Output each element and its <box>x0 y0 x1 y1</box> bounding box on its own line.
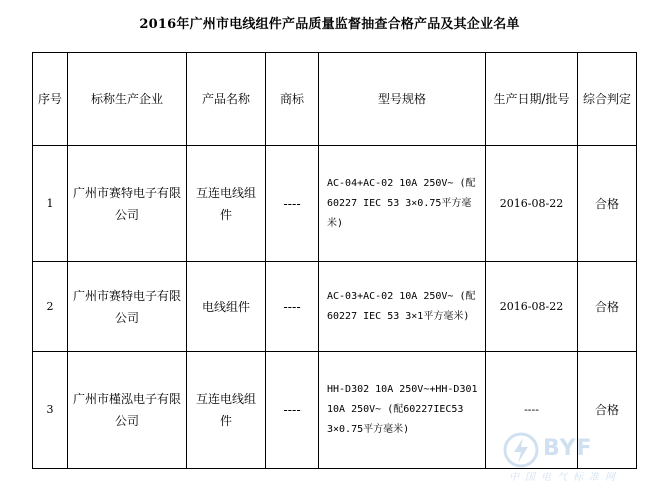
watermark-logo <box>497 426 657 486</box>
cell-brand: ---- <box>266 262 319 352</box>
header-verdict: 综合判定 <box>578 53 637 146</box>
watermark-sub-text: 中国电气标准网 <box>509 472 621 483</box>
qualified-products-table <box>32 52 637 469</box>
cell-company: 广州市槿泓电子有限公司 <box>68 352 187 469</box>
cell-verdict: 合格 <box>578 146 637 262</box>
cell-brand: ---- <box>266 146 319 262</box>
header-product: 产品名称 <box>187 53 266 146</box>
table-row <box>33 262 637 352</box>
watermark-logo-text: BYF <box>543 436 593 461</box>
bolt-circle-icon <box>501 430 541 470</box>
cell-product: 电线组件 <box>187 262 266 352</box>
cell-date: 2016-08-22 <box>486 262 578 352</box>
cell-product: 互连电线组件 <box>187 352 266 469</box>
cell-company: 广州市赛特电子有限公司 <box>68 262 187 352</box>
header-index: 序号 <box>33 53 68 146</box>
header-brand: 商标 <box>266 53 319 146</box>
cell-model: HH-D302 10A 250V~+HH-D301 10A 250V~ (配60227IEC53 3×0.75平方毫米) <box>319 352 486 469</box>
cell-brand: ---- <box>266 352 319 469</box>
header-company: 标称生产企业 <box>68 53 187 146</box>
header-date: 生产日期/批号 <box>486 53 578 146</box>
cell-model: AC-03+AC-02 10A 250V~ (配60227 IEC 53 3×1平方毫米) <box>319 262 486 352</box>
cell-date: 2016-08-22 <box>486 146 578 262</box>
cell-date: ---- <box>486 352 578 469</box>
cell-verdict: 合格 <box>578 352 637 469</box>
cell-product: 互连电线组件 <box>187 146 266 262</box>
header-model: 型号规格 <box>319 53 486 146</box>
page-title: 2016年广州市电线组件产品质量监督抽查合格产品及其企业名单 <box>139 17 520 32</box>
cell-index: 3 <box>33 352 68 469</box>
cell-model: AC-04+AC-02 10A 250V~ (配60227 IEC 53 3×0.75平方毫米) <box>319 146 486 262</box>
table-header-row <box>33 53 637 146</box>
table-row <box>33 146 637 262</box>
cell-company: 广州市赛特电子有限公司 <box>68 146 187 262</box>
cell-verdict: 合格 <box>578 262 637 352</box>
cell-index: 2 <box>33 262 68 352</box>
cell-index: 1 <box>33 146 68 262</box>
